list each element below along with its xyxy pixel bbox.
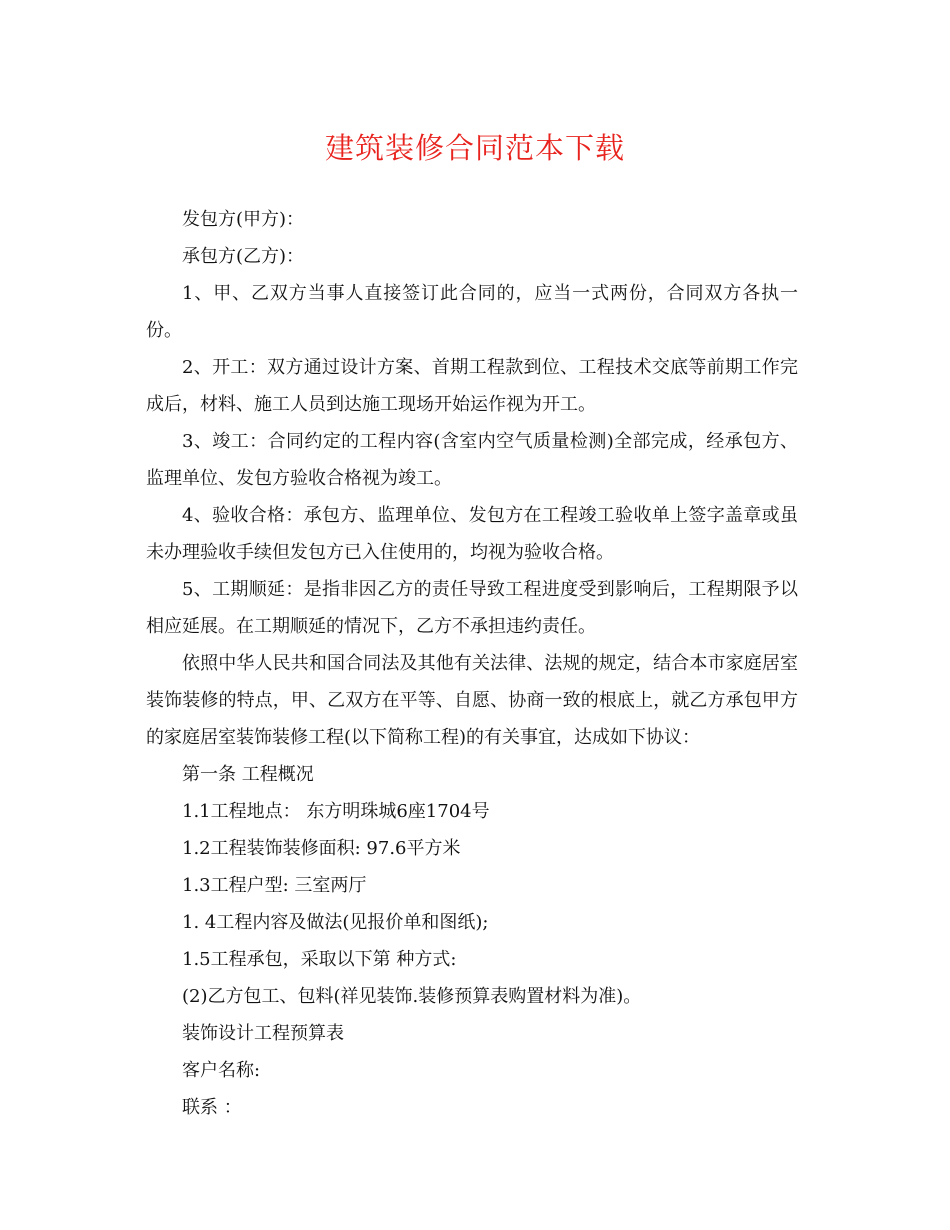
clause-5: 5、工期顺延：是指非因乙方的责任导致工程进度受到影响后，工程期限予以相应延展。在工期顺延的情况下，乙方不承担违约责任。 <box>146 579 798 637</box>
clause-2: 2、开工：双方通过设计方案、首期工程款到位、工程技术交底等前期工作完成后，材料、施工人员到达施工现场开始运作视为开工。 <box>146 357 798 415</box>
document-title: 建筑装修合同范本下载 <box>324 131 625 165</box>
item-option-2: (2)乙方包工、包料(祥见装饰.装修预算表购置材料为准)。 <box>182 986 642 1007</box>
party-a-line: 发包方(甲方)： <box>182 209 305 230</box>
clause-4: 4、验收合格：承包方、监理单位、发包方在工程竣工验收单上签字盖章或虽未办理验收手续但发包方已入住使用的，均视为验收合格。 <box>146 505 798 563</box>
document-body <box>146 201 798 1126</box>
customer-name-line: 客户名称: <box>182 1060 261 1081</box>
article-1-heading: 第一条 工程概况 <box>182 764 314 785</box>
clause-1: 1、甲、乙双方当事人直接签订此合同的，应当一式两份，合同双方各执一份。 <box>146 283 798 341</box>
item-1-5: 1.5工程承包，采取以下第 种方式: <box>182 949 457 970</box>
item-1-3: 1.3工程户型: 三室两厅 <box>182 875 367 896</box>
item-1-1: 1.1工程地点： 东方明珠城6座1704号 <box>182 801 490 822</box>
party-b-line: 承包方(乙方)： <box>182 246 305 267</box>
clause-3: 3、竣工：合同约定的工程内容(含室内空气质量检测)全部完成，经承包方、监理单位、发包方验收合格视为竣工。 <box>146 431 798 489</box>
item-1-2: 1.2工程装饰装修面积: 97.6平方米 <box>182 838 461 859</box>
item-1-4: 1. 4工程内容及做法(见报价单和图纸); <box>182 912 489 933</box>
contact-line: 联系 ： <box>182 1097 242 1118</box>
preamble-paragraph: 依照中华人民共和国合同法及其他有关法律、法规的规定，结合本市家庭居室装饰装修的特点，甲、乙双方在平等、自愿、协商一致的根底上，就乙方承包甲方的家庭居室装饰装修工程(以下简称工程)的有关事宜，达成如下协议： <box>146 653 798 748</box>
budget-table-heading: 装饰设计工程预算表 <box>182 1023 344 1044</box>
